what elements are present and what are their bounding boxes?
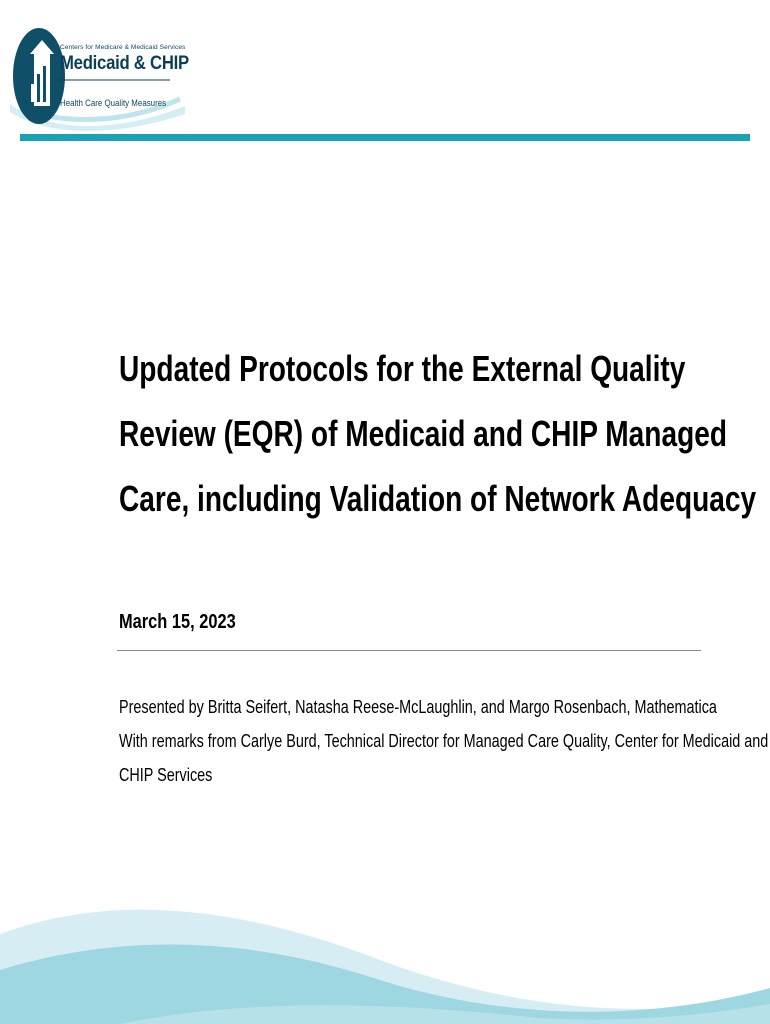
logo-agency-text: Centers for Medicare & Medicaid Services [60, 44, 186, 51]
bottom-wave-decoration [0, 900, 770, 1024]
presenters-line: CHIP Services [119, 765, 213, 785]
presentation-date: March 15, 2023 [119, 611, 236, 633]
logo-subtitle-text: Health Care Quality Measures [60, 98, 167, 108]
logo-main-text: Medicaid & CHIP [60, 53, 189, 74]
presenters-block [119, 690, 768, 792]
medicaid-chip-logo [10, 14, 190, 132]
title-line: Care, including Validation of Network Adequacy [119, 478, 757, 519]
presentation-title [119, 336, 757, 531]
date-divider [117, 650, 701, 651]
header-divider [20, 134, 750, 141]
title-line: Review (EQR) of Medicaid and CHIP Managed [119, 413, 727, 454]
presenters-line: With remarks from Carlye Burd, Technical Director for Managed Care Quality, Center for Medicaid and [119, 731, 769, 751]
presenters-line: Presented by Britta Seifert, Natasha Reese-McLaughlin, and Margo Rosenbach, Mathematica [119, 697, 717, 717]
title-line: Updated Protocols for the External Quality [119, 348, 686, 389]
